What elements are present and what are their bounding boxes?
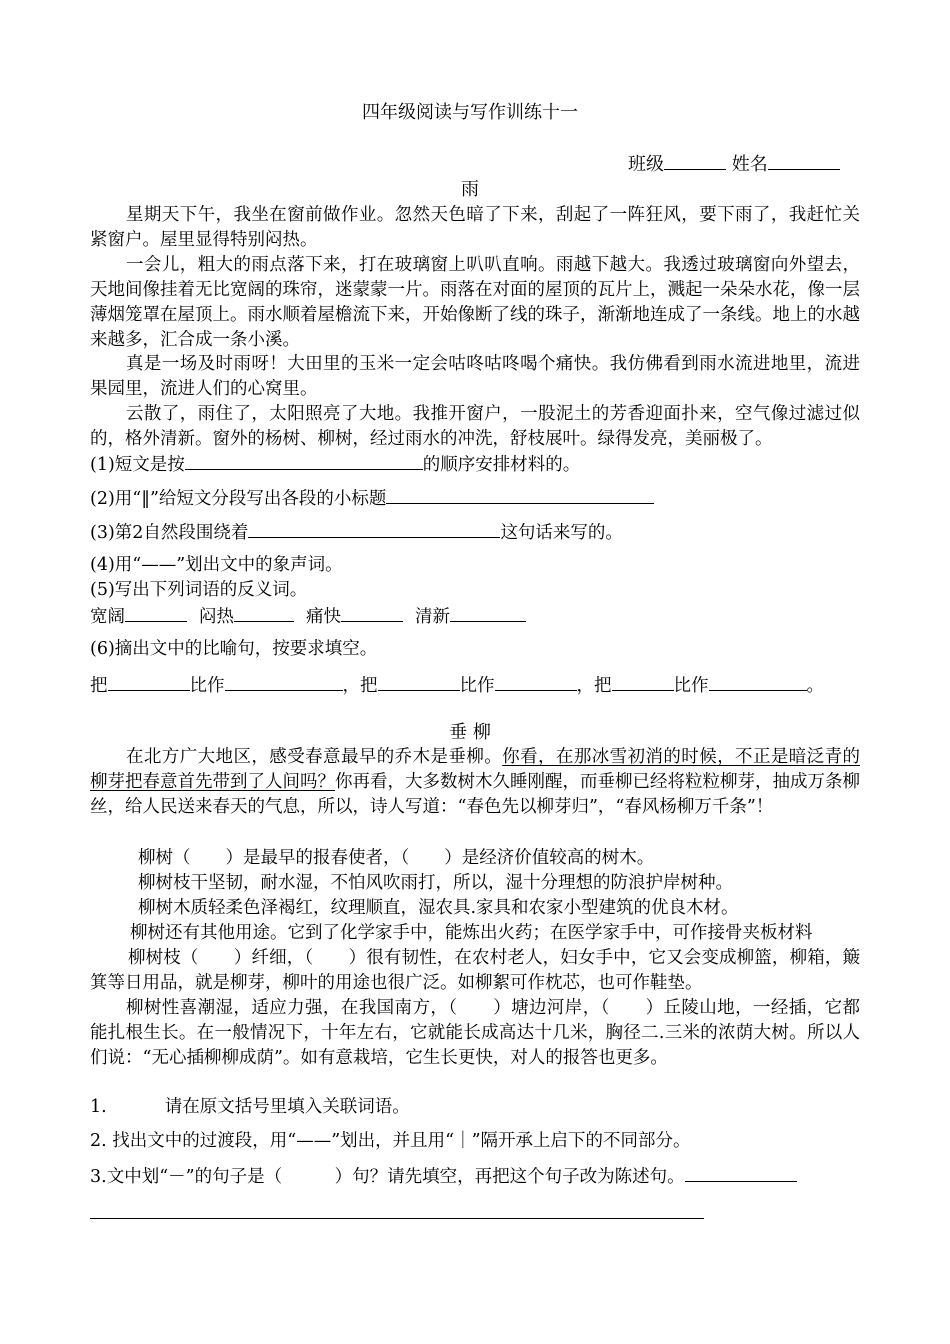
passage2-line-2: 柳树枝干坚韧，耐水湿，不怕风吹雨打，所以，湿十分理想的防浪护岸树种。 bbox=[138, 873, 733, 893]
period: 。 bbox=[806, 676, 824, 696]
antonym-word-2: 闷热 bbox=[199, 607, 234, 627]
passage1-paragraph-3: 真是一场及时雨呀！大田里的玉米一定会咕咚咕咚喝个痛快。我仿佛看到雨水流进地里，流进果园里，流进人们的心窝里。 bbox=[90, 354, 860, 399]
name-label: 姓名 bbox=[731, 154, 768, 175]
q1-text-end: 的顺序安排材料的。 bbox=[422, 455, 581, 475]
class-blank[interactable] bbox=[664, 151, 726, 170]
ba-1: 把 bbox=[90, 676, 108, 696]
p2-question-1 bbox=[90, 1095, 410, 1120]
name-blank[interactable] bbox=[768, 151, 840, 170]
simile-blank-3[interactable] bbox=[378, 672, 460, 691]
simile-blank-4[interactable] bbox=[495, 672, 577, 691]
underlined-sentence: 你看，在那冰雪初消的时候，不正是暗泛青的柳芽把春意首先带到了人间吗？ bbox=[90, 747, 861, 792]
passage1-paragraph-4: 云散了，雨住了，太阳照亮了大地。我推开窗户，一股泥土的芳香迎面扑来，空气像过滤过似的，格外清新。窗外的杨树、柳树，经过雨水的冲洗，舒枝展叶。绿得发亮，美丽极了。 bbox=[90, 404, 860, 449]
q1-text: 请在原文括号里填入关联词语。 bbox=[164, 1097, 410, 1117]
bizuo-3: 比作 bbox=[673, 676, 709, 696]
antonym-word-1: 宽阔 bbox=[90, 607, 125, 627]
simile-blank-2[interactable] bbox=[225, 672, 343, 691]
q1-text: (1)短文是按 bbox=[90, 455, 185, 475]
q3-blank[interactable] bbox=[248, 519, 500, 538]
simile-blank-5[interactable] bbox=[612, 672, 674, 691]
antonym-row bbox=[90, 603, 526, 630]
q3-text: 3.文中划“－”的句子是（ ）句？请先填空，再把这个句子改为陈述句。 bbox=[90, 1167, 685, 1187]
q3-answer-blank[interactable] bbox=[685, 1163, 797, 1182]
bizuo-1: 比作 bbox=[189, 676, 225, 696]
ba-2: 把 bbox=[360, 676, 378, 696]
q2-text: (2)用“‖”给短文分段写出各段的小标题 bbox=[90, 489, 387, 509]
passage2-paragraph-1 bbox=[90, 745, 860, 820]
passage2-title: 垂 柳 bbox=[449, 722, 491, 743]
antonym-blank-3[interactable] bbox=[341, 603, 403, 622]
passage2-line-4: 柳树还有其他用途。它到了化学家手中，能炼出火药；在医学家手中，可作接骨夹板材料 bbox=[130, 923, 813, 943]
antonym-word-4: 清新 bbox=[415, 607, 450, 627]
passage2-line-3: 柳树木质轻柔色泽褐红，纹理顺直，湿农具.家具和农家小型建筑的优良木材。 bbox=[138, 898, 739, 918]
q1-blank[interactable] bbox=[185, 451, 423, 470]
p1-plain: 在北方广大地区，感受春意最早的乔木是垂柳。 bbox=[126, 747, 503, 767]
passage2-line-1: 柳树（ ）是最早的报春使者，（ ）是经济价值较高的树木。 bbox=[138, 848, 655, 868]
comma-2: ， bbox=[576, 676, 594, 696]
p2-question-3 bbox=[90, 1163, 797, 1190]
passage1-paragraph-2: 一会儿，粗大的雨点落下来，打在玻璃窗上叭叭直响。雨越下越大。我透过玻璃窗向外望去，天地间像挂着无比宽阔的珠帘，迷蒙蒙一片。雨落在对面的屋顶的瓦片上，溅起一朵朵水花，像一层薄烟笼罩在屋顶上。雨水顺着屋檐流下来，开始像断了线的珠子，渐渐地连成了一条线。地上的水越来越多，汇合成一条小溪。 bbox=[90, 255, 860, 350]
q3-text-end: 这句话来写的。 bbox=[500, 523, 623, 543]
antonym-blank-4[interactable] bbox=[450, 603, 526, 622]
antonym-blank-2[interactable] bbox=[234, 603, 294, 622]
q3-text: (3)第2自然段围绕着 bbox=[90, 523, 249, 543]
p1-question-4: (4)用“——”划出文中的象声词。 bbox=[90, 555, 343, 575]
answer-line[interactable] bbox=[90, 1218, 704, 1219]
antonym-word-3: 痛快 bbox=[306, 607, 341, 627]
p1-question-2 bbox=[90, 485, 654, 512]
p1-question-1 bbox=[90, 451, 580, 478]
passage2-paragraph-5: 柳树枝（ ）纤细，（ ）很有韧性，在农村老人，妇女手中，它又会变成柳篮，柳箱，簸箕等日用品，就是柳芽，柳叶的用途也很广泛。如柳絮可作枕芯，也可作鞋垫。 bbox=[90, 948, 860, 993]
simile-blank-6[interactable] bbox=[709, 672, 807, 691]
comma-1: ， bbox=[342, 676, 360, 696]
passage1-title: 雨 bbox=[461, 179, 479, 200]
p1-question-5: (5)写出下列词语的反义词。 bbox=[90, 580, 308, 600]
worksheet-title: 四年级阅读与写作训练十一 bbox=[362, 102, 578, 123]
p1-question-6: (6)摘出文中的比喻句，按要求填空。 bbox=[90, 639, 378, 659]
class-label: 班级 bbox=[628, 154, 664, 175]
ba-3: 把 bbox=[594, 676, 612, 696]
passage2-paragraph-6: 柳树性喜潮湿，适应力强，在我国南方，（ ）塘边河岸，（ ）丘陵山地，一经插，它都能扎根生长。在一般情况下，十年左右，它就能长成高达十几米，胸径二.三米的浓荫大树。所以人们说：“无心插柳柳成荫”。如有意栽培，它生长更快，对人的报答也更多。 bbox=[90, 998, 860, 1068]
bizuo-2: 比作 bbox=[459, 676, 495, 696]
simile-row bbox=[90, 672, 824, 699]
class-name-line bbox=[628, 151, 840, 177]
q1-number: 1. bbox=[90, 1097, 107, 1117]
passage1-paragraph-1: 星期天下午，我坐在窗前做作业。忽然天色暗了下来，刮起了一阵狂风，要下雨了，我赶忙关紧窗户。屋里显得特别闷热。 bbox=[90, 205, 860, 250]
antonym-blank-1[interactable] bbox=[125, 603, 187, 622]
q2-blank[interactable] bbox=[386, 485, 654, 504]
p1-rest: 你再看，大多数树木久睡刚醒，而垂柳已经将粒粒柳芽，抽成万条柳丝，给人民送来春天的气息，所以，诗人写道：“春色先以柳芽归”，“春风杨柳万千条”！ bbox=[90, 772, 860, 817]
simile-blank-1[interactable] bbox=[108, 672, 190, 691]
p2-question-2: 2. 找出文中的过渡段，用“——”划出，并且用“｜”隔开承上启下的不同部分。 bbox=[90, 1131, 691, 1151]
p1-question-3 bbox=[90, 519, 623, 546]
